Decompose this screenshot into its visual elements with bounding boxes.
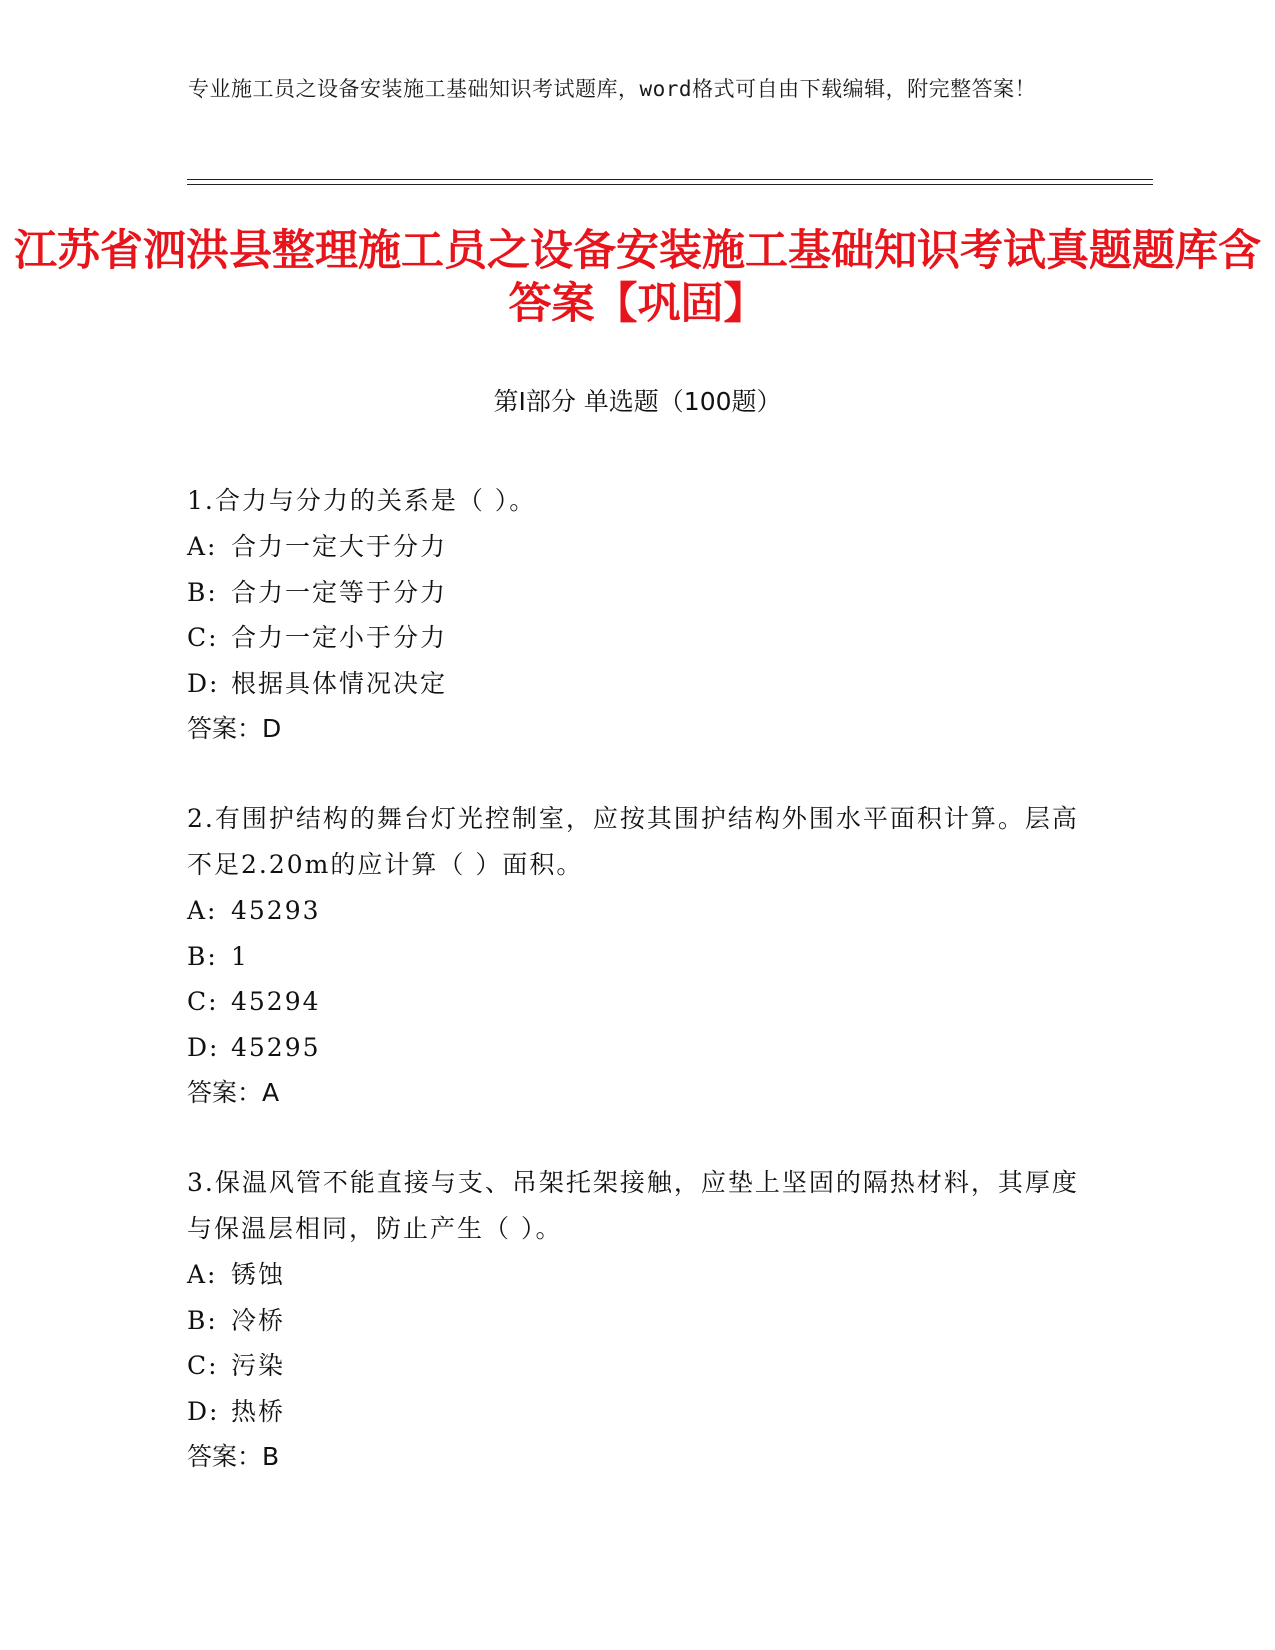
answer-line: 答案：D <box>187 714 282 743</box>
question-list <box>187 478 1087 1524</box>
option-text: 合力一定等于分力 <box>231 577 448 607</box>
header-divider-bottom <box>187 184 1153 185</box>
option-key: D: <box>187 1032 220 1062</box>
option-text: 1 <box>231 941 249 971</box>
option-b <box>187 570 1087 616</box>
header-note: 专业施工员之设备安装施工基础知识考试题库，word格式可自由下载编辑，附完整答案！ <box>188 77 1037 101</box>
option-key: D: <box>187 668 220 698</box>
option-c <box>187 615 1087 661</box>
option-a <box>187 888 1087 934</box>
option-c <box>187 1343 1087 1389</box>
option-key: B: <box>187 577 218 607</box>
section-title: 第I部分 单选题（100题） <box>493 387 782 416</box>
option-key: C: <box>187 1351 219 1380</box>
option-key: A: <box>187 532 218 561</box>
option-c <box>187 979 1087 1025</box>
answer-line: 答案：B <box>187 1442 280 1471</box>
option-text: 45293 <box>231 896 321 925</box>
question-stem: 1.合力与分力的关系是（ ）。 <box>187 486 537 515</box>
option-key: D: <box>187 1396 220 1426</box>
answer-line: 答案：A <box>187 1078 280 1107</box>
option-key: A: <box>187 896 218 925</box>
option-key: C: <box>187 987 219 1016</box>
option-b <box>187 1298 1087 1344</box>
option-d <box>187 1025 1087 1071</box>
option-text: 冷桥 <box>231 1305 286 1335</box>
option-b <box>187 934 1087 980</box>
option-text: 合力一定大于分力 <box>231 532 448 561</box>
option-text: 合力一定小于分力 <box>231 623 448 652</box>
document-title: 江苏省泗洪县整理施工员之设备安装施工基础知识考试真题题库含答案【巩固】 <box>14 226 1261 329</box>
option-text: 污染 <box>231 1351 286 1380</box>
option-text: 45294 <box>231 987 321 1016</box>
question-3 <box>187 1160 1087 1479</box>
option-text: 锈蚀 <box>231 1260 286 1289</box>
option-key: B: <box>187 941 218 971</box>
option-text: 热桥 <box>231 1396 286 1426</box>
option-key: A: <box>187 1260 218 1289</box>
option-key: C: <box>187 623 219 652</box>
question-1 <box>187 478 1087 751</box>
option-key: B: <box>187 1305 218 1335</box>
option-d <box>187 661 1087 707</box>
question-stem: 3.保温风管不能直接与支、吊架托架接触，应垫上坚固的隔热材料，其厚度与保温层相同，防止产生（ ）。 <box>187 1168 1079 1243</box>
question-stem: 2.有围护结构的舞台灯光控制室，应按其围护结构外围水平面积计算。层高不足2.20m的应计算（ ）面积。 <box>187 804 1079 879</box>
option-text: 根据具体情况决定 <box>231 668 448 698</box>
option-a <box>187 524 1087 570</box>
header-divider-top <box>187 179 1153 180</box>
option-text: 45295 <box>231 1032 321 1062</box>
question-2 <box>187 796 1087 1115</box>
option-d <box>187 1389 1087 1435</box>
option-a <box>187 1252 1087 1298</box>
